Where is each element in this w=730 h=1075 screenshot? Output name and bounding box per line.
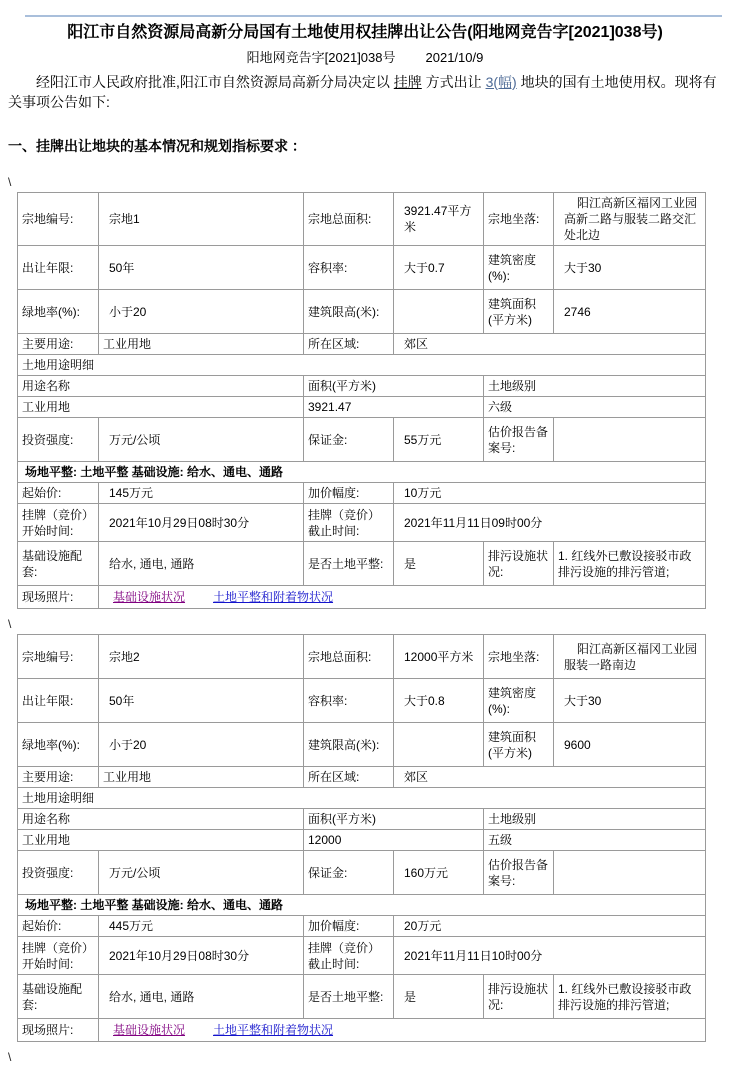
intro-text-prefix: 经阳江市人民政府批准,阳江市自然资源局高新分局决定以 xyxy=(36,74,394,90)
top-divider xyxy=(25,15,722,17)
intro-text-suffix: 地块的国有土地使用权。现将有关事项公告如下: xyxy=(8,74,717,110)
appraisal-no-label: 估价报告备案号: xyxy=(484,418,554,462)
site-note: 场地平整: 土地平整 基础设施: 给水、通电、通路 xyxy=(18,462,706,483)
floor-area-value: 9600 xyxy=(554,723,706,767)
land-grade-value: 六级 xyxy=(484,397,706,418)
leveled-label: 是否土地平整: xyxy=(304,975,394,1019)
parcel-table-2 xyxy=(17,634,706,1042)
leveling-photo-link[interactable]: 土地平整和附着物状况 xyxy=(213,590,334,604)
table-row xyxy=(18,937,706,975)
section-heading: 一、挂牌出让地块的基本情况和规划指标要求 ： xyxy=(8,138,306,154)
invest-intensity-value: 万元/公顷 xyxy=(99,851,304,895)
listing-start-value: 2021年10月29日08时30分 xyxy=(99,504,304,542)
separator-backslash: \ xyxy=(8,617,12,631)
intro-text-middle: 方式出让 xyxy=(421,74,486,90)
table-row xyxy=(18,246,706,290)
area-value: 12000 xyxy=(304,830,484,851)
listing-end-value: 2021年11月11日09时00分 xyxy=(394,504,706,542)
green-rate-value: 小于20 xyxy=(99,290,304,334)
table-row xyxy=(18,376,706,397)
use-name-header: 用途名称 xyxy=(18,376,304,397)
density-label: 建筑密度(%): xyxy=(484,246,554,290)
sewage-label: 排污设施状况: xyxy=(484,975,554,1019)
density-label: 建筑密度(%): xyxy=(484,679,554,723)
parcel-id-value: 宗地2 xyxy=(99,635,304,679)
height-limit-value xyxy=(394,290,484,334)
infra-label: 基础设施配套: xyxy=(18,542,99,586)
deposit-label: 保证金: xyxy=(304,418,394,462)
table-row xyxy=(18,542,706,586)
photos-label: 现场照片: xyxy=(18,586,99,609)
sewage-value: 1. 红线外已敷设接驳市政排污设施的排污管道; xyxy=(554,542,706,586)
table-row xyxy=(18,483,706,504)
green-rate-value: 小于20 xyxy=(99,723,304,767)
announcement-page xyxy=(8,15,722,1063)
start-price-value: 445万元 xyxy=(99,916,304,937)
table-row xyxy=(18,397,706,418)
region-label: 所在区域: xyxy=(304,767,394,788)
separator-backslash: \ xyxy=(8,175,12,189)
use-detail-header: 土地用途明细 xyxy=(18,788,706,809)
table-row xyxy=(18,418,706,462)
region-value: 郊区 xyxy=(394,334,706,355)
table-row xyxy=(18,916,706,937)
density-value: 大于30 xyxy=(554,679,706,723)
increment-label: 加价幅度: xyxy=(304,916,394,937)
height-limit-label: 建筑限高(米): xyxy=(304,723,394,767)
listing-method-underlined: 挂牌 xyxy=(393,74,422,90)
parcel-count-link[interactable]: 3(幅) xyxy=(485,74,517,90)
floor-area-label: 建筑面积(平方米) xyxy=(484,290,554,334)
sewage-value: 1. 红线外已敷设接驳市政排污设施的排污管道; xyxy=(554,975,706,1019)
table-row xyxy=(18,290,706,334)
green-rate-label: 绿地率(%): xyxy=(18,290,99,334)
main-use-label: 主要用途: xyxy=(18,334,99,355)
table-row xyxy=(18,895,706,916)
use-name-value: 工业用地 xyxy=(18,397,304,418)
total-area-label: 宗地总面积: xyxy=(304,635,394,679)
land-grade-value: 五级 xyxy=(484,830,706,851)
leveled-value: 是 xyxy=(394,542,484,586)
increment-label: 加价幅度: xyxy=(304,483,394,504)
total-area-label: 宗地总面积: xyxy=(304,193,394,246)
plot-ratio-value: 大于0.7 xyxy=(394,246,484,290)
plot-ratio-label: 容积率: xyxy=(304,679,394,723)
appraisal-no-label: 估价报告备案号: xyxy=(484,851,554,895)
leveled-label: 是否土地平整: xyxy=(304,542,394,586)
floor-area-label: 建筑面积(平方米) xyxy=(484,723,554,767)
land-grade-header: 土地级别 xyxy=(484,376,706,397)
term-label: 出让年限: xyxy=(18,246,99,290)
use-name-header: 用途名称 xyxy=(18,809,304,830)
infrastructure-photo-link[interactable]: 基础设施状况 xyxy=(113,1023,186,1037)
infra-value: 给水, 通电, 通路 xyxy=(99,975,304,1019)
main-use-label: 主要用途: xyxy=(18,767,99,788)
table-row xyxy=(18,586,706,609)
start-price-label: 起始价: xyxy=(18,916,99,937)
parcel-id-label: 宗地编号: xyxy=(18,635,99,679)
appraisal-no-value xyxy=(554,418,706,462)
main-use-value: 工业用地 xyxy=(99,334,304,355)
deposit-label: 保证金: xyxy=(304,851,394,895)
parcel-table-1 xyxy=(17,192,706,609)
density-value: 大于30 xyxy=(554,246,706,290)
table-row xyxy=(18,504,706,542)
photos-links-cell xyxy=(99,1019,706,1042)
use-name-value: 工业用地 xyxy=(18,830,304,851)
start-price-value: 145万元 xyxy=(99,483,304,504)
intro-paragraph xyxy=(8,72,722,112)
sewage-label: 排污设施状况: xyxy=(484,542,554,586)
main-use-value: 工业用地 xyxy=(99,767,304,788)
invest-intensity-label: 投资强度: xyxy=(18,418,99,462)
invest-intensity-value: 万元/公顷 xyxy=(99,418,304,462)
term-value: 50年 xyxy=(99,246,304,290)
table-row xyxy=(18,788,706,809)
infrastructure-photo-link[interactable]: 基础设施状况 xyxy=(113,590,186,604)
location-value: 阳江高新区福冈工业园高新二路与服装二路交汇处北边 xyxy=(554,193,706,246)
plot-ratio-label: 容积率: xyxy=(304,246,394,290)
green-rate-label: 绿地率(%): xyxy=(18,723,99,767)
table-row xyxy=(18,334,706,355)
table-row xyxy=(18,193,706,246)
table-row xyxy=(18,723,706,767)
total-area-value: 12000平方米 xyxy=(394,635,484,679)
table-row xyxy=(18,679,706,723)
parcel-id-value: 宗地1 xyxy=(99,193,304,246)
parcel-id-label: 宗地编号: xyxy=(18,193,99,246)
listing-start-label: 挂牌（竞价）开始时间: xyxy=(18,504,99,542)
location-label: 宗地坐落: xyxy=(484,193,554,246)
doc-number: 阳地网竞告字[2021]038号 xyxy=(246,50,396,65)
photos-links-cell xyxy=(99,586,706,609)
leveled-value: 是 xyxy=(394,975,484,1019)
table-row xyxy=(18,830,706,851)
term-value: 50年 xyxy=(99,679,304,723)
invest-intensity-label: 投资强度: xyxy=(18,851,99,895)
site-note: 场地平整: 土地平整 基础设施: 给水、通电、通路 xyxy=(18,895,706,916)
listing-start-label: 挂牌（竞价）开始时间: xyxy=(18,937,99,975)
total-area-value: 3921.47平方米 xyxy=(394,193,484,246)
area-header: 面积(平方米) xyxy=(304,376,484,397)
listing-start-value: 2021年10月29日08时30分 xyxy=(99,937,304,975)
listing-end-label: 挂牌（竞价）截止时间: xyxy=(304,504,394,542)
region-value: 郊区 xyxy=(394,767,706,788)
increment-value: 10万元 xyxy=(394,483,706,504)
table-row xyxy=(18,851,706,895)
listing-end-value: 2021年11月11日10时00分 xyxy=(394,937,706,975)
infra-value: 给水, 通电, 通路 xyxy=(99,542,304,586)
start-price-label: 起始价: xyxy=(18,483,99,504)
leveling-photo-link[interactable]: 土地平整和附着物状况 xyxy=(213,1023,334,1037)
deposit-value: 55万元 xyxy=(394,418,484,462)
location-value: 阳江高新区福冈工业园服装一路南边 xyxy=(554,635,706,679)
publish-date: 2021/10/9 xyxy=(425,50,484,65)
table-row xyxy=(18,635,706,679)
table-row xyxy=(18,462,706,483)
table-row xyxy=(18,767,706,788)
infra-label: 基础设施配套: xyxy=(18,975,99,1019)
table-row xyxy=(18,1019,706,1042)
height-limit-label: 建筑限高(米): xyxy=(304,290,394,334)
appraisal-no-value xyxy=(554,851,706,895)
area-header: 面积(平方米) xyxy=(304,809,484,830)
region-label: 所在区域: xyxy=(304,334,394,355)
area-value: 3921.47 xyxy=(304,397,484,418)
height-limit-value xyxy=(394,723,484,767)
doc-number-line xyxy=(8,47,722,66)
floor-area-value: 2746 xyxy=(554,290,706,334)
increment-value: 20万元 xyxy=(394,916,706,937)
table-row xyxy=(18,975,706,1019)
separator-backslash: \ xyxy=(8,1050,12,1064)
location-label: 宗地坐落: xyxy=(484,635,554,679)
term-label: 出让年限: xyxy=(18,679,99,723)
table-row xyxy=(18,355,706,376)
photos-label: 现场照片: xyxy=(18,1019,99,1042)
page-title: 阳江市自然资源局高新分局国有土地使用权挂牌出让公告(阳地网竞告字[2021]038号) xyxy=(67,24,663,41)
use-detail-header: 土地用途明细 xyxy=(18,355,706,376)
land-grade-header: 土地级别 xyxy=(484,809,706,830)
deposit-value: 160万元 xyxy=(394,851,484,895)
listing-end-label: 挂牌（竞价）截止时间: xyxy=(304,937,394,975)
table-row xyxy=(18,809,706,830)
plot-ratio-value: 大于0.8 xyxy=(394,679,484,723)
